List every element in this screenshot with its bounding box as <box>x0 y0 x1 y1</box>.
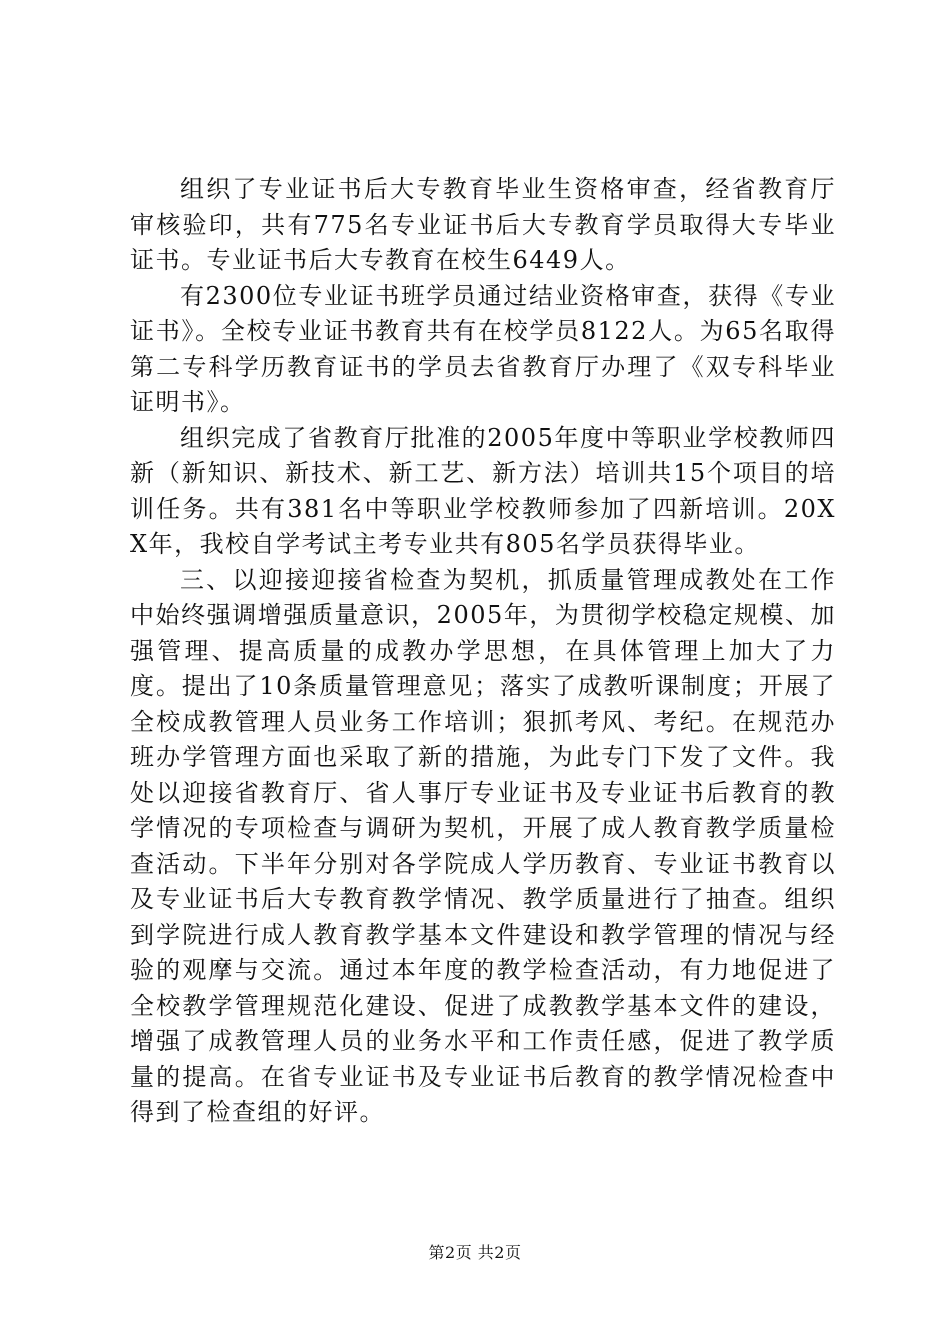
page-number: 第2页 共2页 <box>428 1243 522 1262</box>
paragraph: 组织了专业证书后大专教育毕业生资格审查，经省教育厅审核验印，共有775名专业证书后大专教育学员取得大专毕业证书。专业证书后大专教育在校生6449人。 <box>130 175 836 274</box>
document-body <box>130 172 836 1131</box>
page-footer <box>0 1242 950 1264</box>
paragraph: 三、以迎接迎接省检查为契机，抓质量管理成教处在工作中始终强调增强质量意识，2005年，为贯彻学校稳定规模、加强管理、提高质量的成教办学思想，在具体管理上加大了力度。提出了10条质量管理意见；落实了成教听课制度；开展了全校成教管理人员业务工作培训；狠抓考风、考纪。在规范办班办学管理方面也采取了新的措施，为此专门下发了文件。我处以迎接省教育厅、省人事厅专业证书及专业证书后教育的教学情况的专项检查与调研为契机，开展了成人教育教学质量检查活动。下半年分别对各学院成人学历教育、专业证书教育以及专业证书后大专教育教学情况、教学质量进行了抽查。组织到学院进行成人教育教学基本文件建设和教学管理的情况与经验的观摩与交流。通过本年度的教学检查活动，有力地促进了全校教学管理规范化建设、促进了成教教学基本文件的建设，增强了成教管理人员的业务水平和工作责任感，促进了教学质量的提高。在省专业证书及专业证书后教育的教学情况检查中得到了检查组的好评。 <box>130 565 836 1126</box>
paragraph: 有2300位专业证书班学员通过结业资格审查，获得《专业证书》。全校专业证书教育共有在校学员8122人。为65名取得第二专科学历教育证书的学员去省教育厅办理了《双专科毕业证明书》。 <box>130 281 836 416</box>
paragraph: 组织完成了省教育厅批准的2005年度中等职业学校教师四新（新知识、新技术、新工艺、新方法）培训共15个项目的培训任务。共有381名中等职业学校教师参加了四新培训。20XX年，我校自学考试主考专业共有805名学员获得毕业。 <box>130 423 836 558</box>
